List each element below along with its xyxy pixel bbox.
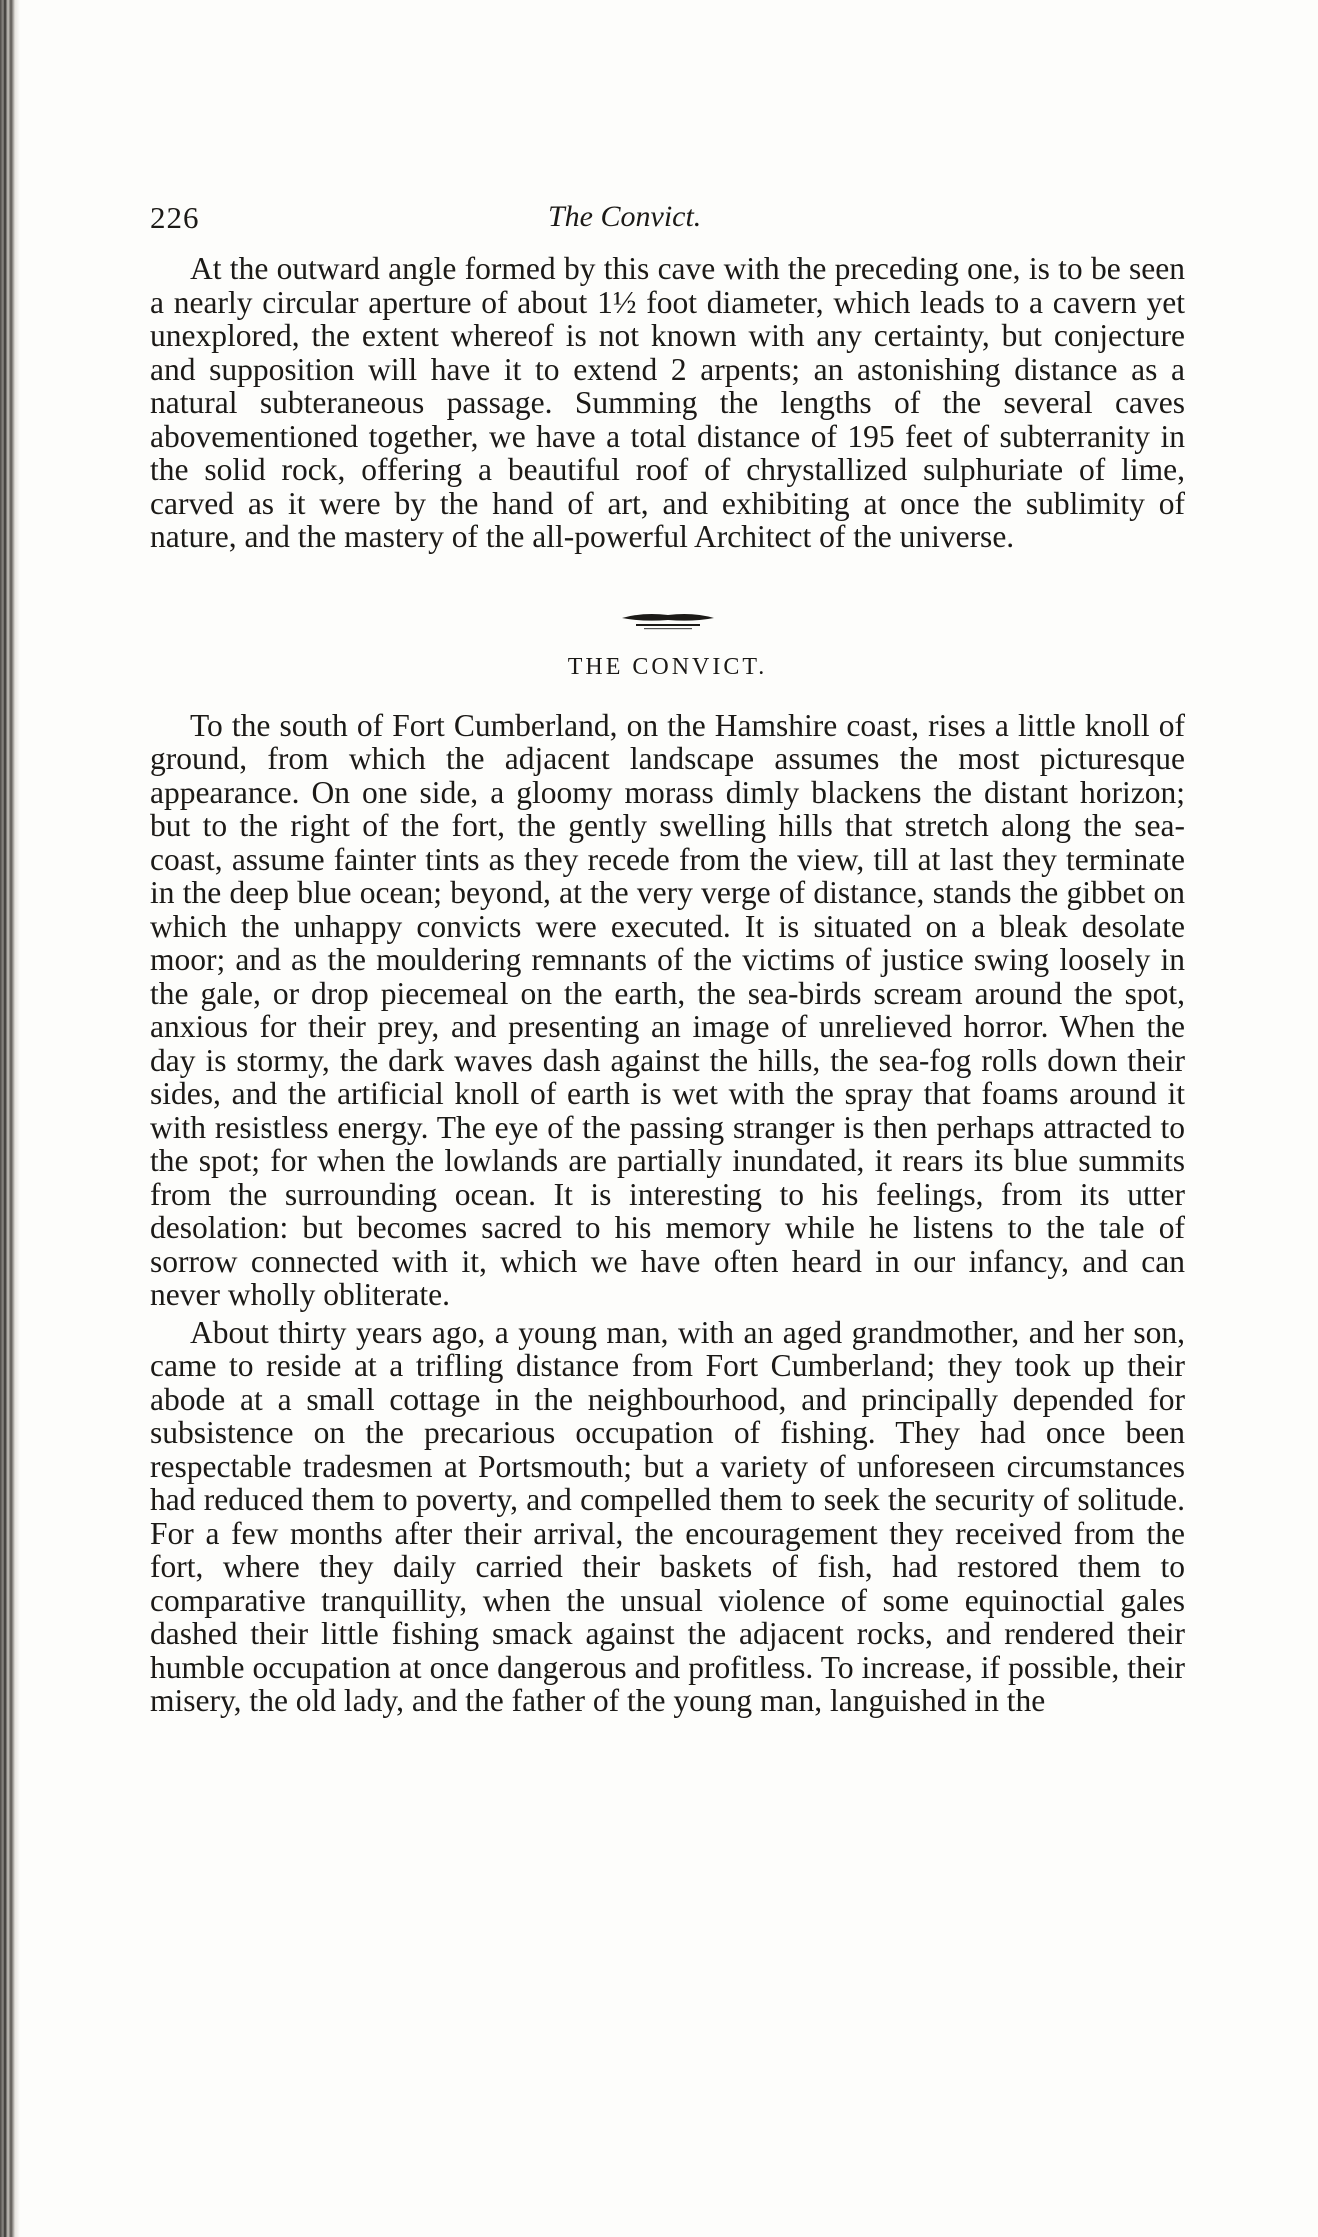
paragraph-fort-cumberland: To the south of Fort Cumberland, on the Hamshire coast, rises a little knoll of ground, from which the adjacent landscape assumes the most picturesque appearance. On one side, a gloomy morass dimly blackens the distant horizon; but to the right of the fort, the gently swelling hills that stretch along the sea-coast, assume fainter tints as they recede from the view, till at last they terminate in the deep blue ocean; beyond, at the very verge of distance, stands the gibbet on which the unhappy convicts were executed. It is situated on a bleak desolate moor; and as the mouldering remnants of the victims of justice swing loosely in the gale, or drop piecemeal on the earth, the sea-birds scream around the spot, anxious for their prey, and presenting an image of unrelieved horror. When the day is stormy, the dark waves dash against the hills, the sea-fog rolls down their sides, and the artificial knoll of earth is wet with the spray that foams around it with resistless energy. The eye of the passing stranger is then perhaps attracted to the spot; for when the lowlands are partially inundated, it rears its blue summits from the surrounding ocean. It is interesting to his feelings, from its utter desolation: but becomes sacred to his memory while he listens to the tale of sorrow connected with it, which we have often heard in our infancy, and can never wholly obliterate. [150, 707, 1185, 1312]
ornamental-divider [150, 594, 1185, 646]
paragraph-cave-description: At the outward angle formed by this cave with the preceding one, is to be seen a nearly circular aperture of about 1½ foot diameter, which leads to a cavern yet unexplored, the extent whereof is not known with any certainty, but conjecture and supposition will have it to extend 2 arpents; an astonishing distance as a natural subteraneous passage. Summing the lengths of the several caves abovementioned together, we have a total distance of 195 feet of subterranity in the solid rock, offering a beautiful roof of chrystallized sulphuriate of lime, carved as it were by the hand of art, and exhibiting at once the sublimity of nature, and the mastery of the all-powerful Architect of the universe. [150, 251, 1185, 554]
section-title: THE CONVICT. [567, 653, 768, 680]
book-page [150, 200, 1185, 1718]
page-number: 226 [150, 200, 200, 235]
book-binding-edge [0, 0, 20, 2237]
paragraph-young-man: About thirty years ago, a young man, with an aged grandmother, and her son, came to reside at a trifling distance from Fort Cumberland; they took up their abode at a small cottage in the neighbourhood, and principally depended for subsistence on the precarious occupation of fishing. They had once been respectable tradesmen at Portsmouth; but a variety of unforeseen circumstances had reduced them to poverty, and compelled them to seek the security of solitude. For a few months after their arrival, the encouragement they received from the fort, where they daily carried their baskets of fish, had restored them to comparative tranquillity, when the unsual violence of some equinoctial gales dashed their little fishing smack against the adjacent rocks, and rendered their humble occupation at once dangerous and profitless. To increase, if possible, their misery, the old lady, and the father of the young man, languished in the [150, 1314, 1185, 1718]
running-title: The Convict. [548, 200, 702, 233]
ornamental-rule-icon [618, 607, 718, 633]
running-head [150, 200, 1185, 240]
